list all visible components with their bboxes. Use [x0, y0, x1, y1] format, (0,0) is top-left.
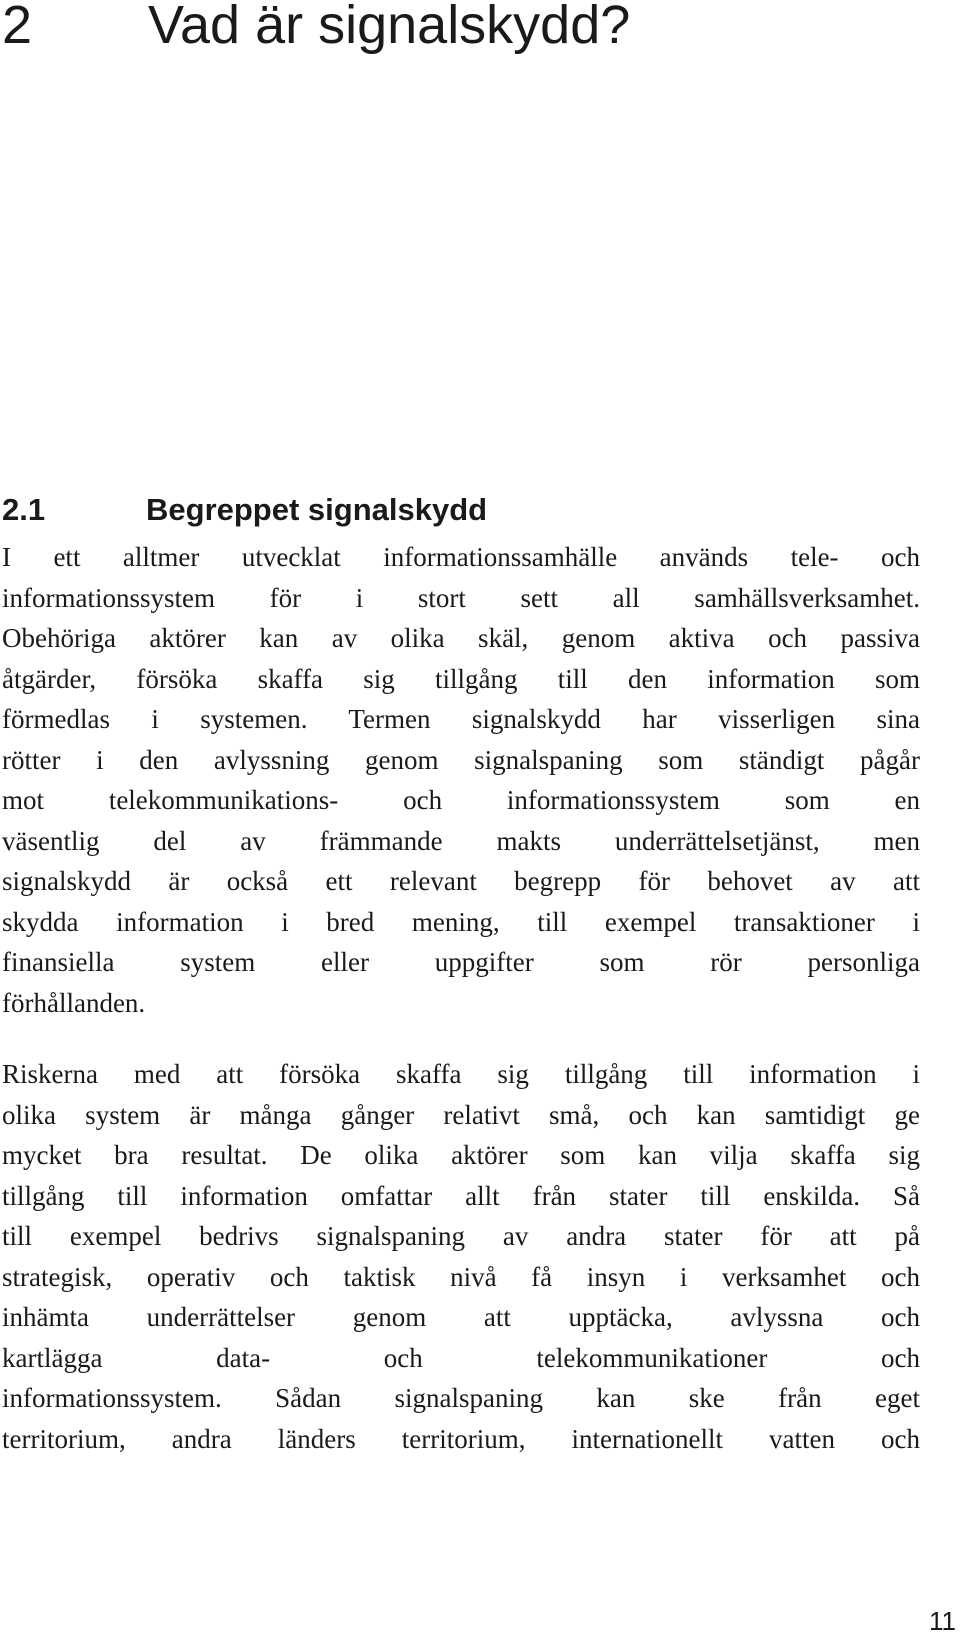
paragraph-line: territorium, andra länders territorium, internationellt vatten och: [2, 1423, 920, 1454]
paragraph-line: finansiella system eller uppgifter som rör personliga: [2, 947, 920, 977]
paragraph-line: I ett alltmer utvecklat informationssamhälle används tele- och: [2, 542, 920, 572]
paragraph-line: signalskydd är också ett relevant begrepp för behovet av att: [2, 866, 920, 896]
chapter-number: 2: [2, 0, 33, 55]
paragraph-line: informationssystem. Sådan signalspaning kan ske från eget: [2, 1383, 920, 1413]
paragraph-1: [2, 537, 920, 1023]
paragraph-line: skydda information i bred mening, till exempel transaktioner i: [2, 906, 920, 937]
paragraph-line: Riskerna med att försöka skaffa sig tillgång till information i: [2, 1059, 920, 1089]
paragraph-line: förhållanden.: [2, 987, 146, 1018]
paragraph-line: strategisk, operativ och taktisk nivå få insyn i verksamhet och: [2, 1261, 920, 1292]
section-heading: [2, 490, 487, 530]
paragraph-line: mycket bra resultat. De olika aktörer som kan vilja skaffa sig: [2, 1140, 920, 1170]
chapter-heading: [2, 0, 630, 60]
paragraph-line: Obehöriga aktörer kan av olika skäl, genom aktiva och passiva: [2, 623, 920, 653]
paragraph-line: tillgång till information omfattar allt från stater till enskilda. Så: [2, 1180, 920, 1211]
paragraph-line: rötter i den avlyssning genom signalspaning som ständigt pågår: [2, 744, 920, 775]
section-title: Begreppet signalskydd: [146, 492, 488, 527]
paragraph-line: till exempel bedrivs signalspaning av andra stater för att på: [2, 1221, 920, 1251]
paragraph-line: mot telekommunikations- och informationssystem som en: [2, 785, 920, 815]
paragraph-line: åtgärder, försöka skaffa sig tillgång till den information som: [2, 663, 920, 694]
page-number: 11: [929, 1606, 956, 1636]
paragraph-line: informationssystem för i stort sett all samhällsverksamhet.: [2, 582, 920, 613]
chapter-title: Vad är signalskydd?: [148, 0, 631, 55]
paragraph-line: inhämta underrättelser genom att upptäcka, avlyssna och: [2, 1302, 920, 1332]
paragraph-line: förmedlas i systemen. Termen signalskydd har visserligen sina: [2, 704, 920, 734]
section-number: 2.1: [2, 492, 46, 527]
paragraph-line: olika system är många gånger relativt små, och kan samtidigt ge: [2, 1099, 920, 1130]
paragraph-2: [2, 1054, 920, 1459]
paragraph-line: kartlägga data- och telekommunikationer och: [2, 1342, 920, 1373]
paragraph-line: väsentlig del av främmande makts underrättelsetjänst, men: [2, 825, 920, 856]
